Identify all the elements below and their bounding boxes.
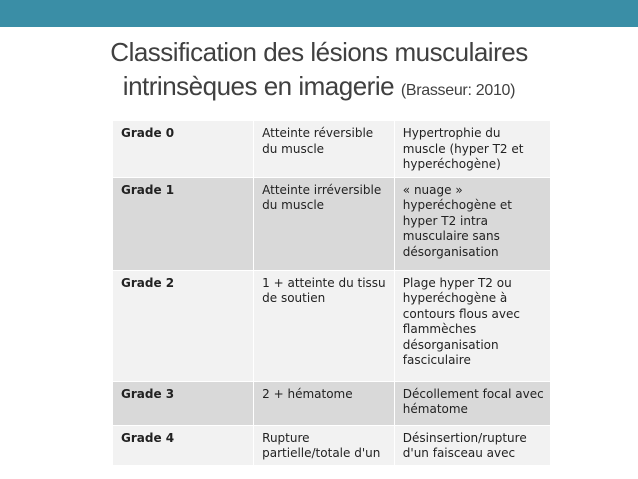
description-cell: Atteinte irréversible du muscle	[254, 177, 395, 270]
table-row	[113, 177, 550, 270]
grade-cell: Grade 2	[113, 270, 254, 381]
imaging-cell: Décollement focal avec hématome	[402, 386, 544, 416]
description-cell: 1 + atteinte du tissu de soutien	[254, 270, 395, 381]
classification-table	[113, 121, 550, 465]
table-row	[113, 121, 550, 177]
classification-table-image	[113, 121, 550, 465]
imaging-cell: Plage hyper T2 ou hyperéchogène à contours flous avec flammèches désorganisation fasciculaire	[402, 275, 520, 367]
imaging-cell: Hypertrophie du muscle (hyper T2 et hyperéchogène)	[402, 126, 524, 171]
description-cell: Atteinte réversible du muscle	[254, 121, 395, 177]
imaging-cell: « nuage » hyperéchogène et hyper T2 intra musculaire sans désorganisation	[402, 182, 512, 259]
citation: (Brasseur: 2010)	[400, 82, 516, 99]
top-accent-bar	[0, 0, 638, 27]
description-cell: 2 + hématome	[254, 381, 395, 425]
description-cell: Rupture partielle/totale d'un	[254, 425, 395, 465]
table-row	[113, 425, 550, 465]
slide-title	[0, 36, 638, 107]
imaging-cell: Désinsertion/rupture d'un faisceau avec	[402, 430, 527, 460]
table-row	[113, 270, 550, 381]
table-row	[113, 381, 550, 425]
grade-cell: Grade 3	[113, 381, 254, 425]
title-line-2	[0, 70, 638, 107]
title-line-1: Classification des lésions musculaires	[110, 37, 528, 67]
title-line-2-text: intrinsèques en imagerie	[122, 71, 395, 101]
grade-cell: Grade 4	[113, 425, 254, 465]
grade-cell: Grade 0	[113, 121, 254, 177]
grade-cell: Grade 1	[113, 177, 254, 270]
